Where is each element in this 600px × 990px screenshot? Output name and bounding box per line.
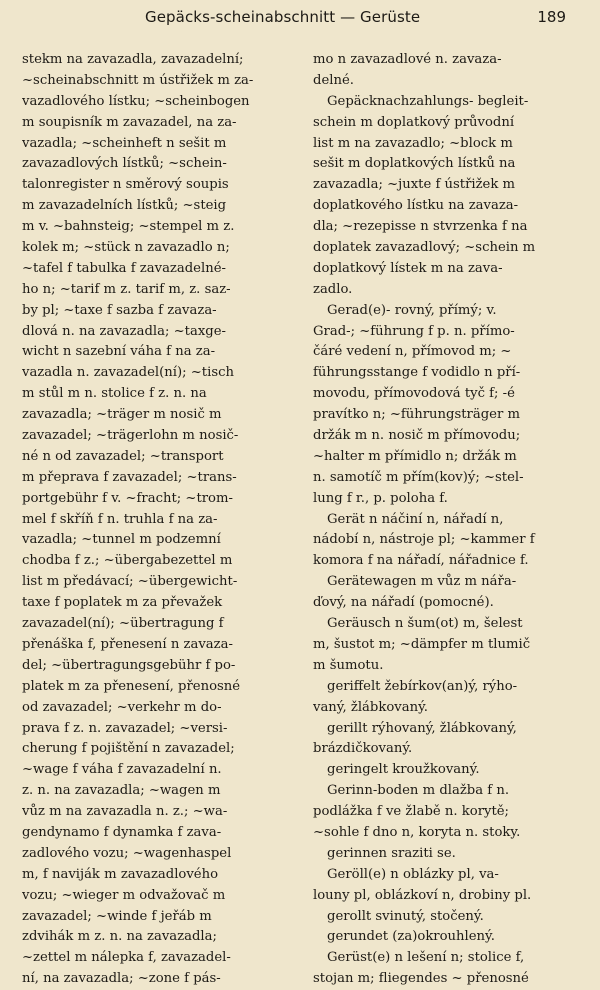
text-line: Grad-; ~führung f p. n. přímo- [313, 323, 515, 339]
text-line: vůz m na zavazadla n. z.; ~wa- [22, 804, 228, 820]
text-line: zavazadla; ~träger m nosič m [22, 407, 222, 423]
text-line: m, šustot m; ~dämpfer m tlumič [313, 636, 531, 652]
text-line: mel f skříň f n. truhla f na za- [22, 511, 218, 527]
left-column [22, 50, 301, 990]
text-line: dlová n. na zavazadla; ~taxge- [22, 323, 226, 339]
page-number: 189 [537, 8, 566, 26]
entry-headword-line: gerollt svinutý, stočený. [327, 908, 484, 924]
text-line: lung f r., p. poloha f. [313, 490, 448, 506]
text-line: zdvihák m z. n. na zavazadla; [22, 929, 217, 945]
text-line: louny pl, oblázkoví n, drobiny pl. [313, 887, 532, 903]
text-line: m, f naviják m zavazadlového [22, 866, 219, 882]
text-line: dla; ~rezepisse n stvrzenka f na [313, 219, 528, 235]
text-line: m zavazadelních lístků; ~steig [22, 198, 227, 214]
text-line: brázdičkovaný. [313, 741, 413, 757]
text-line: prava f z. n. zavazadel; ~versi- [22, 720, 228, 736]
entry-headword-line: gerinnen sraziti se. [327, 845, 456, 861]
text-line: z. n. na zavazadla; ~wagen m [22, 783, 221, 799]
text-line: stekm na zavazadla, zavazadelní; [22, 52, 244, 67]
text-line: čáré vedení n, přímovod m; ~ [313, 344, 512, 360]
text-line: držák m n. nosič m přímovodu; [313, 428, 521, 444]
text-line: ~sohle f dno n, koryta n. stoky. [313, 824, 521, 840]
text-line: wicht n sazební váha f na za- [22, 344, 216, 360]
entry-headword-line: Gerät n náčiní n, nářadí n, [327, 511, 504, 527]
text-line: zavazadla; ~juxte f ústřižek m [313, 177, 516, 193]
text-line: doplatkový lístek m na zava- [313, 260, 503, 276]
text-line: zavazadel; ~winde f jeřáb m [22, 908, 212, 924]
text-line: mo n zavazadlové n. zavaza- [313, 52, 502, 67]
entry-headword-line: Gepäcknachzahlungs- begleit- [327, 93, 529, 109]
text-line: ~halter m přímidlo n; držák m [313, 448, 517, 464]
entry-headword-line: geringelt kroužkovaný. [327, 762, 480, 778]
text-line: del; ~übertragungsgebühr f po- [22, 657, 236, 673]
text-line: vazadla; ~scheinheft n sešit m [22, 135, 227, 151]
entry-headword-line: Geräusch n šum(ot) m, šelest [327, 616, 523, 632]
running-head: Gepäcks-scheinabschnitt — Gerüste [145, 8, 421, 26]
text-line: pravítko n; ~führungsträger m [313, 407, 520, 423]
text-line: kolek m; ~stück n zavazadlo n; [22, 240, 230, 256]
text-line: doplatek zavazadlový; ~schein m [313, 240, 536, 256]
text-line: zavazadlových lístků; ~schein- [22, 156, 227, 172]
entry-headword-line: gerillt rýhovaný, žlábkovaný, [327, 720, 517, 736]
text-line: zavazadel(ní); ~übertragung f [22, 616, 224, 632]
entry-headword-line: Gerüst(e) n lešení n; stolice f, [327, 950, 525, 966]
text-line: ~tafel f tabulka f zavazadelné- [22, 260, 226, 276]
text-line: m v. ~bahnsteig; ~stempel m z. [22, 219, 235, 235]
text-line: chodba f z.; ~übergabezettel m [22, 553, 233, 569]
text-line: komora f na nářadí, nářadnice f. [313, 553, 529, 569]
text-line: vozu; ~wieger m odvažovač m [22, 887, 226, 903]
entry-headword-line: Geröll(e) n oblázky pl, va- [327, 866, 499, 882]
text-line: ~zettel m nálepka f, zavazadel- [22, 950, 231, 966]
right-column [313, 50, 580, 990]
text-line: stojan m; fliegendes ~ přenosné [313, 971, 529, 987]
text-line: gendynamo f dynamka f zava- [22, 824, 222, 840]
text-line: přenáška f, přenesení n zavaza- [22, 636, 233, 652]
text-line: od zavazadel; ~verkehr m do- [22, 699, 222, 715]
entry-headword-line: gerundet (za)okrouhlený. [327, 929, 495, 945]
text-line: podlážka f ve žlabě n. korytě; [313, 804, 509, 820]
entry-headword-line: Gerätewagen m vůz m nářa- [327, 574, 517, 590]
text-line: ~scheinabschnitt m ústřižek m za- [22, 72, 254, 88]
text-line: vaný, žlábkovaný. [313, 699, 428, 715]
entry-headword-line: Gerinn-boden m dlažba f n. [327, 783, 510, 799]
entry-headword-line: Gerad(e)- rovný, přímý; v. [327, 302, 497, 318]
text-line: list m předávací; ~übergewicht- [22, 574, 238, 590]
text-line: nádobí n, nástroje pl; ~kammer f [313, 532, 535, 548]
text-line: m soupisník m zavazadel, na za- [22, 114, 237, 130]
entry-headword-line: geriffelt žebírkov(an)ý, rýho- [327, 678, 518, 694]
text-line: platek m za přenesení, přenosné [22, 678, 241, 694]
text-line: by pl; ~taxe f sazba f zavaza- [22, 302, 217, 318]
text-line: ní, na zavazadla; ~zone f pás- [22, 971, 221, 987]
text-line: doplatkového lístku na zavaza- [313, 198, 519, 214]
text-line: cherung f pojištění n zavazadel; [22, 741, 235, 757]
text-line: vazadla n. zavazadel(ní); ~tisch [22, 365, 234, 381]
text-line: m přeprava f zavazadel; ~trans- [22, 469, 237, 485]
text-line: vazadlového lístku; ~scheinbogen [22, 93, 250, 109]
text-line: sešit m doplatkových lístků na [313, 156, 516, 172]
text-line: n. samotíč m přím(kov)ý; ~stel- [313, 469, 524, 485]
text-line: m šumotu. [313, 657, 384, 673]
text-line: ~wage f váha f zavazadelní n. [22, 762, 222, 778]
text-line: zadlového vozu; ~wagenhaspel [22, 845, 232, 861]
text-line: vazadla; ~tunnel m podzemní [22, 532, 221, 548]
text-line: zadlo. [313, 281, 353, 297]
text-line: portgebühr f v. ~fracht; ~trom- [22, 490, 233, 506]
text-line: m stůl m n. stolice f z. n. na [22, 386, 207, 402]
text-line: zavazadel; ~trägerlohn m nosič- [22, 428, 239, 444]
text-line: taxe f poplatek m za převažek [22, 595, 223, 611]
text-line: führungsstange f vodidlo n pří- [313, 365, 521, 381]
text-line: talonregister n směrový soupis [22, 177, 229, 193]
text-line: schein m doplatkový průvodní [313, 114, 515, 130]
page-header [0, 0, 600, 40]
text-line: movodu, přímovodová tyč f; -é [313, 386, 515, 402]
text-line: delné. [313, 72, 354, 88]
text-line: list m na zavazadlo; ~block m [313, 135, 513, 151]
text-line: né n od zavazadel; ~transport [22, 448, 224, 464]
text-line: ďový, na nářadí (pomocné). [313, 595, 494, 611]
text-line: ho n; ~tarif m z. tarif m, z. saz- [22, 281, 231, 297]
